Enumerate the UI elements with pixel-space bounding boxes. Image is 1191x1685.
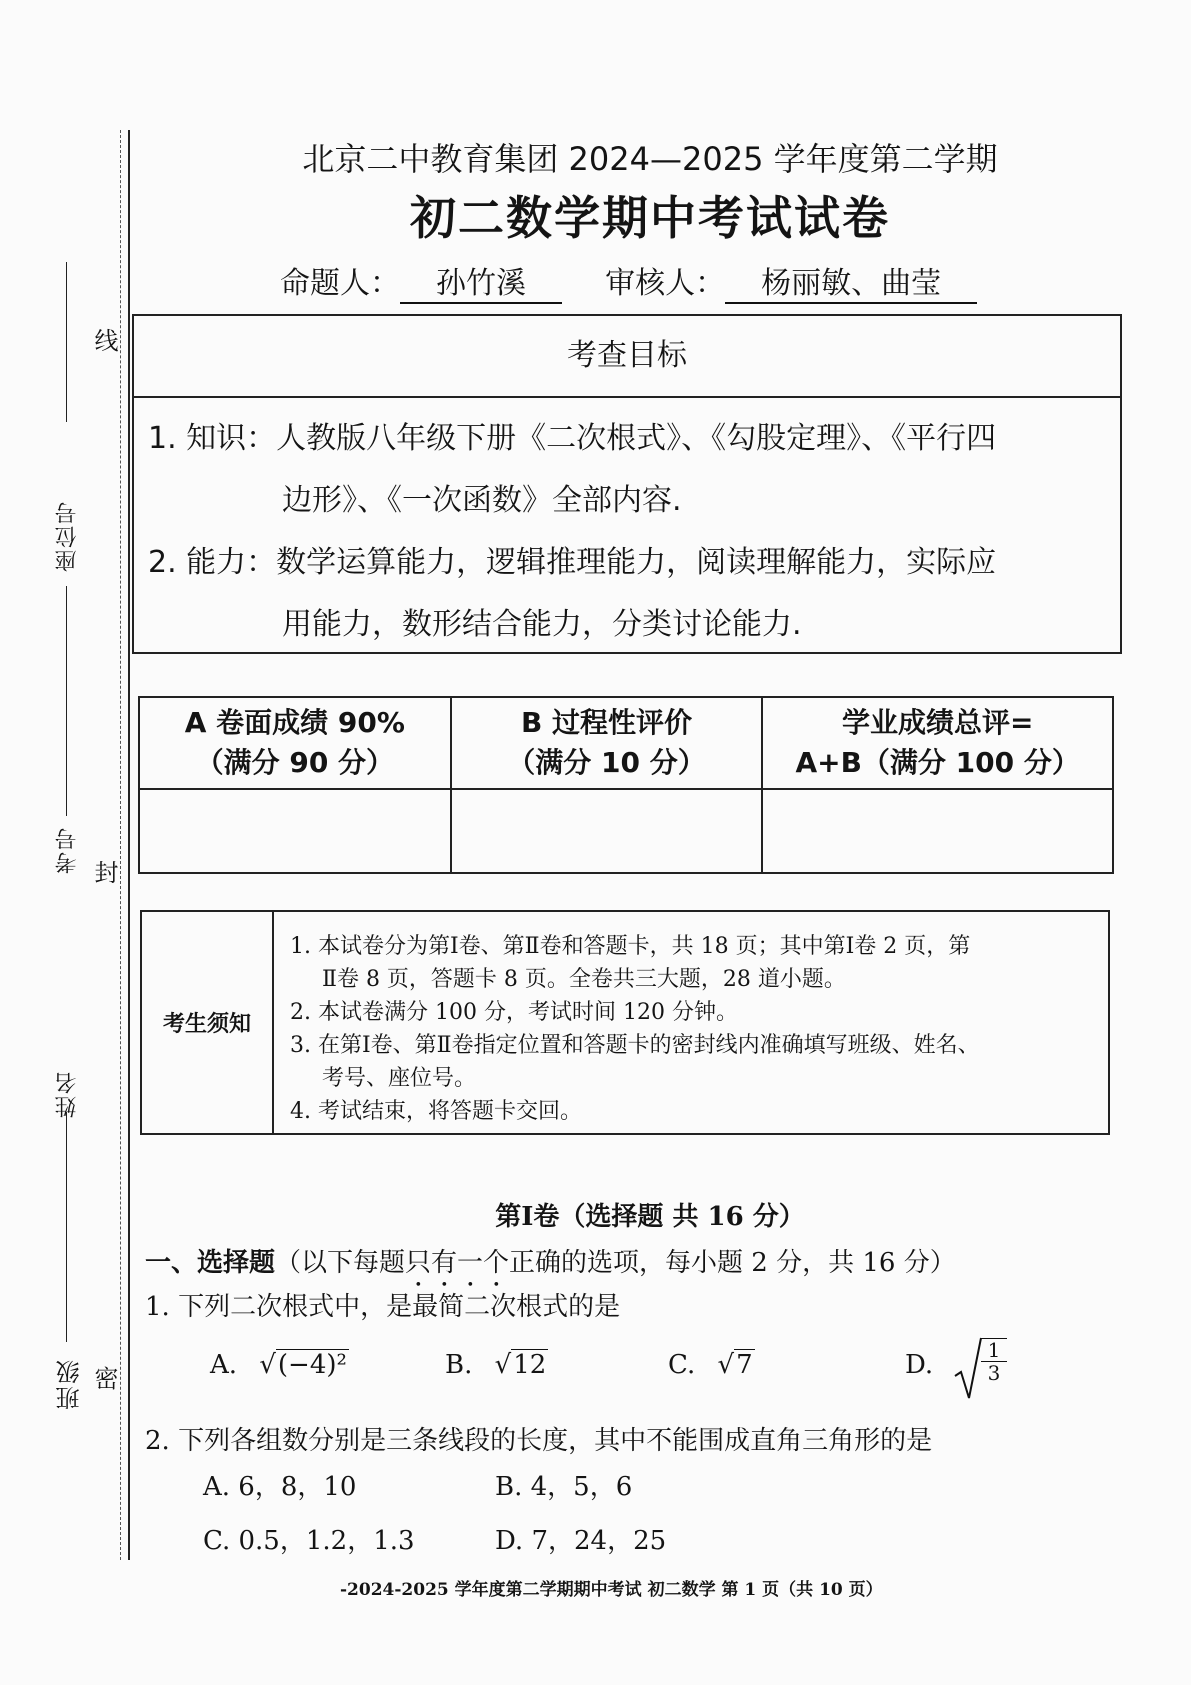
class-label: 班级 [56,1358,84,1410]
score-header-total [762,697,1113,789]
notice-label: 考生须知 [142,912,274,1133]
sqrt-icon: √ [259,1350,276,1380]
choice-heading-bold: 一、选择题 [145,1248,276,1278]
notice-item-1a: 1. 本试卷分为第Ⅰ卷、第Ⅱ卷和答题卡，共 18 页；其中第Ⅰ卷 2 页，第 [290,934,971,959]
score-b-title: B 过程性评价 [520,706,693,739]
score-total-full: A+B（满分 100 分） [795,746,1080,779]
q1-c-radicand: 7 [736,1350,753,1380]
objective-1-line-2: 边形》、《一次函数》全部内容. [282,483,682,518]
q1-b-radicand: 12 [513,1350,547,1380]
sqrt-icon [953,1336,983,1400]
name-field-line [66,1112,67,1342]
q1-option-b[interactable] [445,1350,548,1380]
notice-item-3b: 考号、座位号。 [322,1066,477,1091]
reviewer-label: 审核人： [605,266,726,301]
score-table [138,696,1114,874]
objective-2-line-2: 用能力，数形结合能力，分类讨论能力. [282,607,802,642]
q1-d-fraction [981,1338,1007,1384]
q2-option-a[interactable]: A. 6，8，10 [203,1472,357,1502]
objective-1-line-1: 1. 知识：人教版八年级下册《二次根式》、《勾股定理》、《平行四 [148,421,997,456]
choice-heading-emphasis: 只有一个 [405,1248,510,1278]
objective-2-line-1: 2. 能力：数学运算能力，逻辑推理能力，阅读理解能力，实际应 [148,545,997,580]
notice-item-3a: 3. 在第Ⅰ卷、第Ⅱ卷指定位置和答题卡的密封线内准确填写班级、姓名、 [290,1033,980,1058]
score-a-title: A 卷面成绩 90% [184,706,405,739]
score-b-cell[interactable] [451,789,763,873]
seal-line-label: 线 [90,328,118,352]
authors-line [280,258,977,304]
score-header-a [139,697,451,789]
notice-items [290,930,980,1128]
q1-d-denominator: 3 [987,1361,1001,1385]
score-header-b [451,697,763,789]
q1-option-a[interactable] [210,1350,349,1380]
sqrt-icon: √ [494,1350,512,1380]
seat-field-line [66,262,67,422]
q1-option-c[interactable] [668,1350,755,1380]
choice-heading-pre: （以下每题 [275,1248,406,1278]
q2-option-c[interactable]: C. 0.5，1.2，1.3 [203,1526,415,1556]
objectives-box [132,314,1122,654]
exam-number-field-line [66,586,67,816]
exam-title: 初二数学期中考试试卷 [410,191,890,245]
score-total-cell[interactable] [762,789,1113,873]
name-label: 姓名 [55,1070,80,1118]
notice-item-4: 4. 考试结束，将答题卡交回。 [290,1099,582,1124]
author-label: 命题人： [280,266,400,301]
notice-item-2: 2. 本试卷满分 100 分，考试时间 120 分钟。 [290,1000,738,1025]
q1-c-label: C. [668,1350,696,1380]
seal-mi-label: 密 [90,1366,118,1390]
q1-a-label: A. [210,1350,238,1380]
q1-b-label: B. [445,1350,473,1380]
seat-label: 座位号 [55,500,80,572]
q1-stem: 1. 下列二次根式中，是最简二次根式的是 [145,1292,621,1322]
q1-a-radicand: (−4)² [277,1350,347,1380]
notice-item-1b: Ⅱ卷 8 页，答题卡 8 页。全卷共三大题，28 道小题。 [322,967,846,992]
q1-d-numerator: 1 [981,1339,1007,1362]
author-name: 孙竹溪 [400,258,562,304]
section-title: 第Ⅰ卷（选择题 共 16 分） [495,1202,805,1232]
page-footer: -2024-2025 学年度第二学期期中考试 初二数学 第 1 页（共 10 页） [340,1580,883,1600]
exam-number-label: 考号 [55,826,80,874]
notice-box [140,910,1110,1135]
score-total-title: 学业成绩总评= [841,706,1034,739]
q1-d-label: D. [905,1350,934,1380]
q2-option-b[interactable]: B. 4，5，6 [495,1472,633,1502]
q2-option-d[interactable]: D. 7，24，25 [495,1526,667,1556]
seal-feng-label: 封 [90,860,118,884]
q2-stem: 2. 下列各组数分别是三条线段的长度，其中不能围成直角三角形的是 [145,1426,933,1456]
score-b-full: （满分 10 分） [507,746,706,779]
score-a-cell[interactable] [139,789,451,873]
school-line: 北京二中教育集团 2024—2025 学年度第二学期 [302,140,998,178]
binding-solid-line [128,130,130,1560]
reviewer-names: 杨丽敏、曲莹 [725,258,977,304]
sqrt-icon: √ [717,1350,735,1380]
choice-heading-post: 正确的选项，每小题 2 分，共 16 分） [509,1248,956,1278]
objectives-heading: 考查目标 [134,316,1120,398]
score-a-full: （满分 90 分） [195,746,395,779]
